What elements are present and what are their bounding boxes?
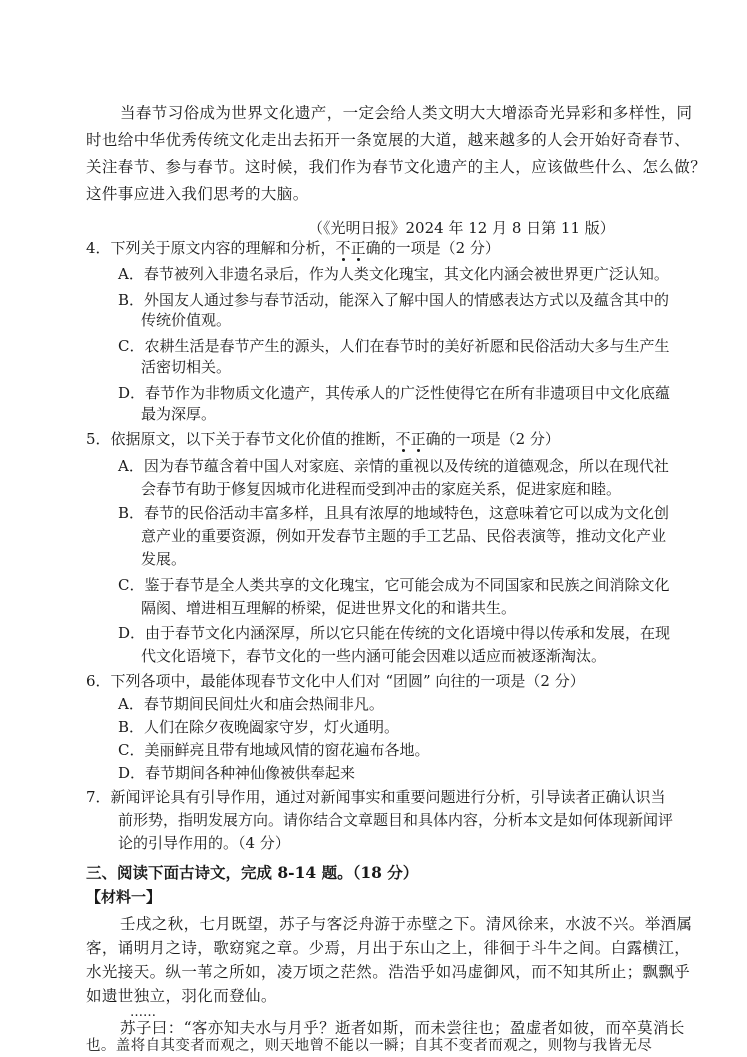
question-6-option-c: C．美丽鲜亮且带有地域风情的窗花遍布各地。 bbox=[118, 741, 430, 759]
question-5-option-b-cont-2: 发展。 bbox=[141, 550, 187, 568]
intro-line-3: 关注春节、参与春节。这时候，我们作为春节文化遗产的主人，应该做些什么、怎么做？ bbox=[86, 158, 707, 176]
question-4-option-c-cont: 活密切相关。 bbox=[141, 358, 232, 376]
question-7-line-1: 7．新闻评论具有引导作用，通过对新闻事实和重要问题进行分析，引导读者正确认识当 bbox=[86, 788, 666, 806]
question-5-stem: 5．依据原文，以下关于春节文化价值的推断，不正确的一项是（2 分） bbox=[86, 430, 560, 448]
question-6-option-b: B．人们在除夕夜晚阖家守岁，灯火通明。 bbox=[118, 718, 400, 736]
article-source: （《光明日报》2024 年 12 月 8 日第 11 版） bbox=[308, 219, 615, 237]
section-3-title: 三、阅读下面古诗文，完成 8-14 题。（18 分） bbox=[86, 863, 419, 882]
question-5-option-b-cont-1: 意产业的重要资源，例如开发春节主题的手工艺品、民俗表演等，推动文化产业 bbox=[141, 527, 667, 545]
intro-line-1: 当春节习俗成为世界文化遗产，一定会给人类文明大大增添奇光异彩和多样性，同 bbox=[120, 104, 693, 122]
question-5-option-a-cont: 会春节有助于修复因城市化进程而受到冲击的家庭关系，促进家庭和睦。 bbox=[141, 480, 622, 498]
intro-line-2: 时也给中华优秀传统文化走出去拓开一条宽展的大道，越来越多的人会开始好奇春节、 bbox=[86, 131, 691, 149]
question-5-option-d: D．由于春节文化内涵深厚，所以它只能在传统的文化语境中得以传承和发展，在现 bbox=[118, 624, 671, 642]
passage-line-2: 客，诵明月之诗，歌窈窕之章。少焉，月出于东山之上，徘徊于斗牛之间。白露横江， bbox=[86, 939, 691, 957]
question-5-option-c-cont: 隔阂、增进相互理解的桥梁，促进世界文化的和谐共生。 bbox=[141, 599, 517, 617]
question-4-option-c: C．农耕生活是春节产生的源头，人们在春节时的美好祈愿和民俗活动大多与生产生 bbox=[118, 337, 670, 355]
intro-line-4: 这件事应进入我们思考的大脑。 bbox=[86, 185, 309, 203]
passage-line-6: 也。盖将自其变者而观之，则天地曾不能以一瞬；自其不变者而观之，则物与我皆无尽 bbox=[86, 1038, 653, 1054]
question-6-option-d: D．春节期间各种神仙像被供奉起来 bbox=[118, 764, 356, 782]
passage-line-5: 苏子曰：“客亦知夫水与月乎？逝者如斯，而未尝往也；盈虚者如彼，而卒莫消长 bbox=[120, 1019, 685, 1037]
material-1-label: 【材料一】 bbox=[86, 888, 162, 906]
passage-line-3: 水光接天。纵一苇之所如，凌万顷之茫然。浩浩乎如冯虚御风，而不知其所止；飘飘乎 bbox=[86, 963, 691, 981]
question-6-option-a: A．春节期间民间灶火和庙会热闹非凡。 bbox=[118, 695, 384, 713]
question-4-option-d: D．春节作为非物质文化遗产，其传承人的广泛性使得它在所有非遗项目中文化底蕴 bbox=[118, 384, 671, 402]
question-4-option-b-cont: 传统价值观。 bbox=[141, 311, 232, 329]
passage-line-1: 壬戌之秋，七月既望，苏子与客泛舟游于赤壁之下。清风徐来，水波不兴。举酒属 bbox=[120, 915, 693, 933]
question-6-stem: 6．下列各项中，最能体现春节文化中人们对 “团圆” 向往的一项是（2 分） bbox=[86, 672, 585, 690]
question-4-option-d-cont: 最为深厚。 bbox=[141, 405, 217, 423]
question-4-option-b: B．外国友人通过参与春节活动，能深入了解中国人的情感表达方式以及蕴含其中的 bbox=[118, 291, 670, 309]
question-5-option-c: C．鉴于春节是全人类共享的文化瑰宝，它可能会成为不同国家和民族之间消除文化 bbox=[118, 576, 670, 594]
question-4-stem: 4．下列关于原文内容的理解和分析，不正确的一项是（2 分） bbox=[86, 239, 500, 257]
passage-line-4: 如遗世独立，羽化而登仙。 bbox=[86, 987, 277, 1005]
passage-ellipsis: …… bbox=[130, 1005, 156, 1020]
question-4-option-a: A．春节被列入非遗名录后，作为人类文化瑰宝，其文化内涵会被世界更广泛认知。 bbox=[118, 265, 669, 283]
question-7-line-2: 前形势，指明发展方向。请你结合文章题目和具体内容，分析本文是如何体现新闻评 bbox=[118, 811, 674, 829]
question-5-option-a: A．因为春节蕴含着中国人对家庭、亲情的重视以及传统的道德观念，所以在现代社 bbox=[118, 457, 669, 475]
question-5-option-d-cont: 代文化语境下，春节文化的一些内涵可能会因难以适应而被逐渐淘汰。 bbox=[141, 647, 607, 665]
question-7-line-3: 论的引导作用的。（4 分） bbox=[118, 834, 290, 852]
question-5-option-b: B．春节的民俗活动丰富多样，且具有浓厚的地域特色，这意味着它可以成为文化创 bbox=[118, 504, 670, 522]
